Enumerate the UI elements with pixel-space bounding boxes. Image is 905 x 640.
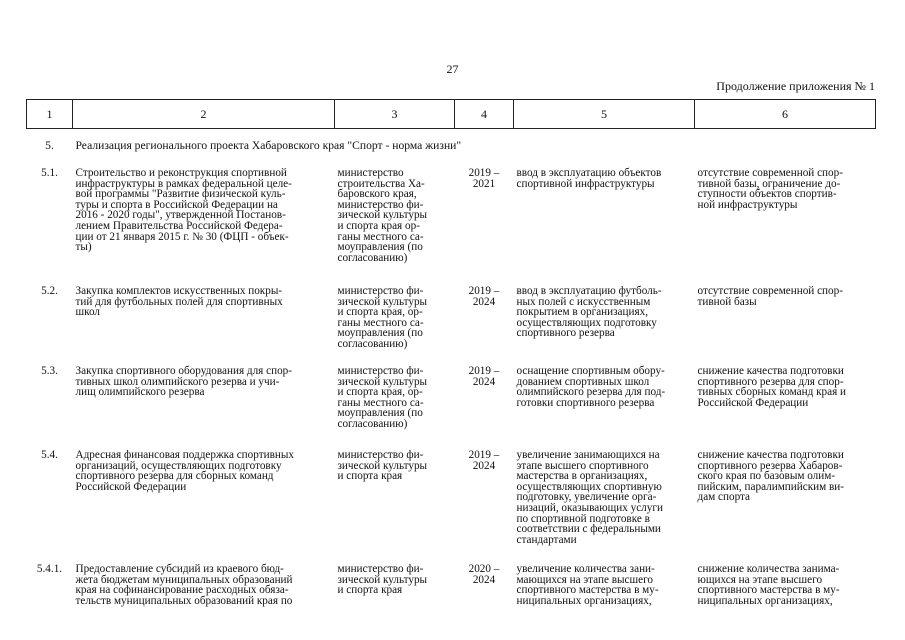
row-number: 5.2. (41, 285, 58, 297)
consequence-cell: отсутствие современной спор- тивной базы (697, 285, 843, 308)
table-row (27, 366, 876, 450)
consequence-cell: снижение количества занима- ющихся на этапе высшего спортивного мастерства в му- ниципальных организациях, (697, 563, 840, 607)
executor-cell: министерство фи- зической культуры и спорта края (337, 449, 428, 483)
header-col-2: 2 (73, 100, 335, 129)
section-number: 5. (45, 139, 54, 152)
table-header (27, 100, 876, 129)
header-col-6: 6 (695, 100, 876, 129)
years-cell: 2019 – 2024 (468, 365, 500, 388)
years-cell: 2019 – 2021 (468, 167, 500, 190)
row-number: 5.4.1. (36, 563, 63, 575)
result-cell: ввод в эксплуатацию футболь- ных полей с искусственным покрытием в организациях, осуществляющих подготовку спортивного резерва (516, 285, 662, 340)
result-cell: увеличение занимающихся на этапе высшего спортивного мастерства в организациях, осуществляющих спортивную подготовку, увеличение орга- низаций, оказывающих услуги по спортивной подготовке в соответствии с федеральными стандартами (516, 449, 663, 546)
page-number: 27 (446, 62, 459, 76)
years-cell: 2019 – 2024 (468, 449, 500, 472)
row-number: 5.4. (41, 449, 58, 461)
activity-cell: Закупка спортивного оборудования для спор- тивных школ олимпийского резерва и учи- лищ олимпийского резерва (75, 365, 292, 399)
program-table (26, 99, 876, 624)
table-row (27, 450, 876, 564)
activity-cell: Строительство и реконструкция спортивной инфраструктуры в рамках федеральной целе- вой программы "Развитие физической куль- туры и спорта в Российской Федерации на 2016 - 2020 годы", утвержденной Постанов- лением Правительства Российской Федера- ции от 21 января 2015 г. № 30 (ФЦП - объек- ты) (75, 167, 292, 254)
result-cell: оснащение спортивным обору- дованием спортивных школ олимпийского резерва для под- готовки спортивного резерва (516, 365, 666, 409)
executor-cell: министерство фи- зической культуры и спорта края (337, 563, 428, 597)
row-number: 5.3. (41, 365, 58, 377)
section-title: Реализация регионального проекта Хабаровского края "Спорт - норма жизни" (75, 139, 462, 152)
table-body (27, 129, 876, 625)
header-col-4: 4 (455, 100, 514, 129)
executor-cell: министерство фи- зической культуры и спорта края, ор- ганы местного са- моуправления (по согласованию) (337, 365, 428, 430)
executor-cell: министерство фи- зической культуры и спорта края, ор- ганы местного са- моуправления (по согласованию) (337, 285, 428, 350)
header-col-5: 5 (514, 100, 695, 129)
activity-cell: Закупка комплектов искусственных покры- тий для футбольных полей для спортивных школ (75, 285, 283, 319)
executor-cell: министерство строительства Ха- баровского края, министерство фи- зической культуры и спорта края ор- ганы местного са- моуправления (по согласованию) (337, 167, 428, 264)
table-row (27, 564, 876, 624)
result-cell: увеличение количества зани- мающихся на этапе высшего спортивного мастерства в му- ниципальных организациях, (516, 563, 659, 607)
consequence-cell: снижение качества подготовки спортивного резерва для спор- тивных сборных команд края и Российской Федерации (697, 365, 847, 409)
table-row (27, 286, 876, 366)
row-number: 5.1. (41, 167, 58, 179)
activity-cell: Адресная финансовая поддержка спортивных организаций, осуществляющих подготовку спортивного резерва для сборных команд Российской Федерации (75, 449, 294, 493)
years-cell: 2020 – 2024 (468, 563, 500, 586)
consequence-cell: снижение качества подготовки спортивного резерва Хабаров- ского края по базовым олим- пийским, паралимпийским ви- дам спорта (697, 449, 845, 504)
header-col-1: 1 (27, 100, 73, 129)
table-row (27, 168, 876, 286)
section-row (27, 129, 876, 169)
header-col-3: 3 (335, 100, 455, 129)
consequence-cell: отсутствие современной спор- тивной базы, ограничение до- ступности объектов спортив- ной инфраструктуры (697, 167, 843, 211)
continuation-label: Продолжение приложения № 1 (716, 79, 875, 93)
result-cell: ввод в эксплуатацию объектов спортивной инфраструктуры (516, 167, 662, 190)
years-cell: 2019 – 2024 (468, 285, 500, 308)
header-row (27, 100, 876, 129)
activity-cell: Предоставление субсидий из краевого бюд- жета бюджетам муниципальных образований края на софинансирование расходных обяза- тельств муниципальных образований края по (75, 563, 293, 607)
